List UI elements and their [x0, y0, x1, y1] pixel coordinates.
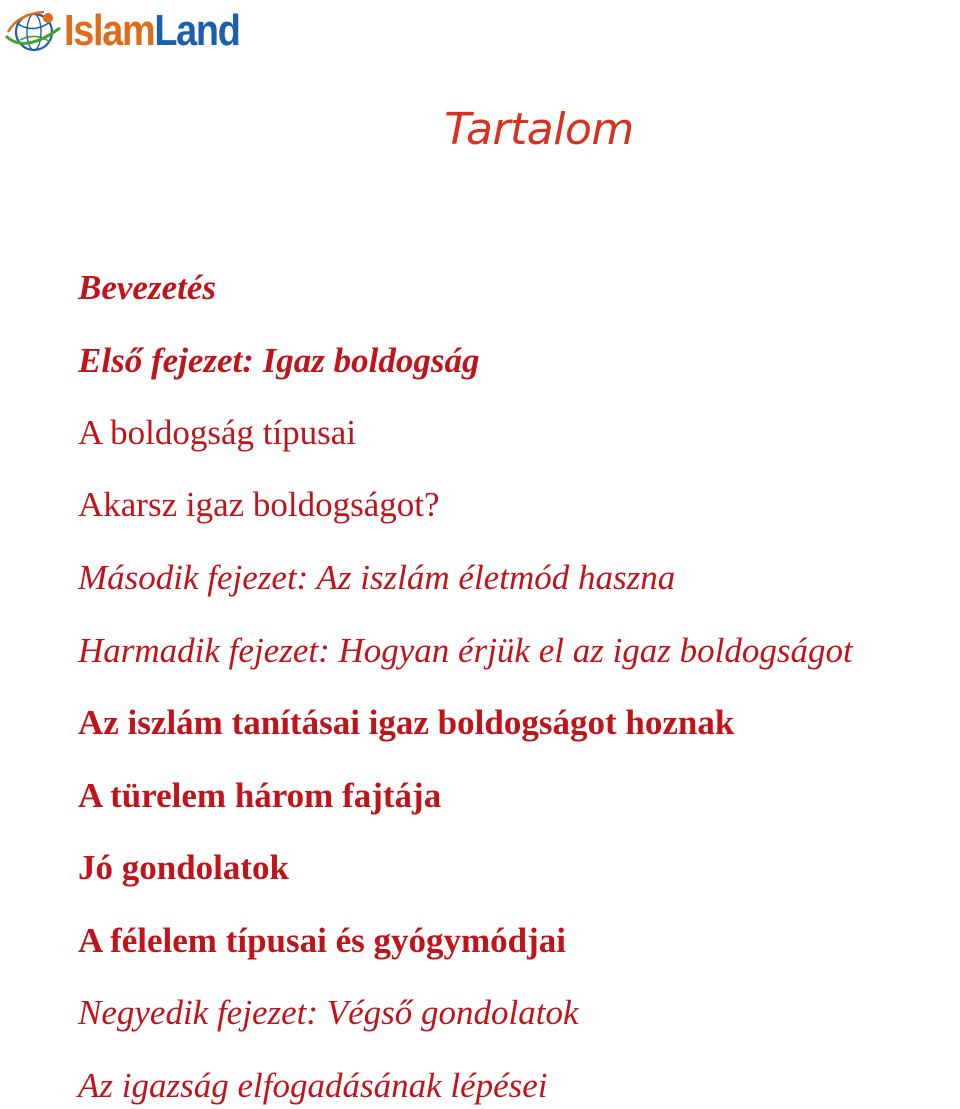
toc-entry-islam-teachings[interactable]: Az iszlám tanításai igaz boldogságot hoznak [78, 703, 735, 742]
logo-text-islam: Islam [64, 6, 155, 55]
toc-entry-chapter-2[interactable]: Második fejezet: Az iszlám életmód haszna [78, 558, 676, 597]
toc-entry-steps-of-accepting-truth[interactable]: Az igazság elfogadásának lépései [78, 1066, 548, 1105]
globe-logo-icon [4, 6, 62, 56]
toc-entry-patience[interactable]: A türelem három fajtája [78, 776, 442, 815]
islamland-logo [4, 4, 268, 58]
toc-entry-want-happiness[interactable]: Akarsz igaz boldogságot? [78, 485, 440, 524]
toc-entry-introduction[interactable]: Bevezetés [78, 268, 216, 307]
toc-entry-types-of-happiness[interactable]: A boldogság típusai [78, 413, 357, 452]
logo-wordmark [64, 6, 240, 55]
toc-entry-chapter-3[interactable]: Harmadik fejezet: Hogyan érjük el az igaz boldogságot [78, 631, 853, 670]
page-title: Tartalom [444, 104, 634, 155]
toc-entry-good-thoughts[interactable]: Jó gondolatok [78, 848, 290, 887]
logo-text-land: Land [154, 6, 240, 55]
toc-entry-fear-types[interactable]: A félelem típusai és gyógymódjai [78, 921, 567, 960]
toc-entry-chapter-4[interactable]: Negyedik fejezet: Végső gondolatok [78, 993, 579, 1032]
toc-entry-chapter-1[interactable]: Első fejezet: Igaz boldogság [78, 341, 480, 380]
